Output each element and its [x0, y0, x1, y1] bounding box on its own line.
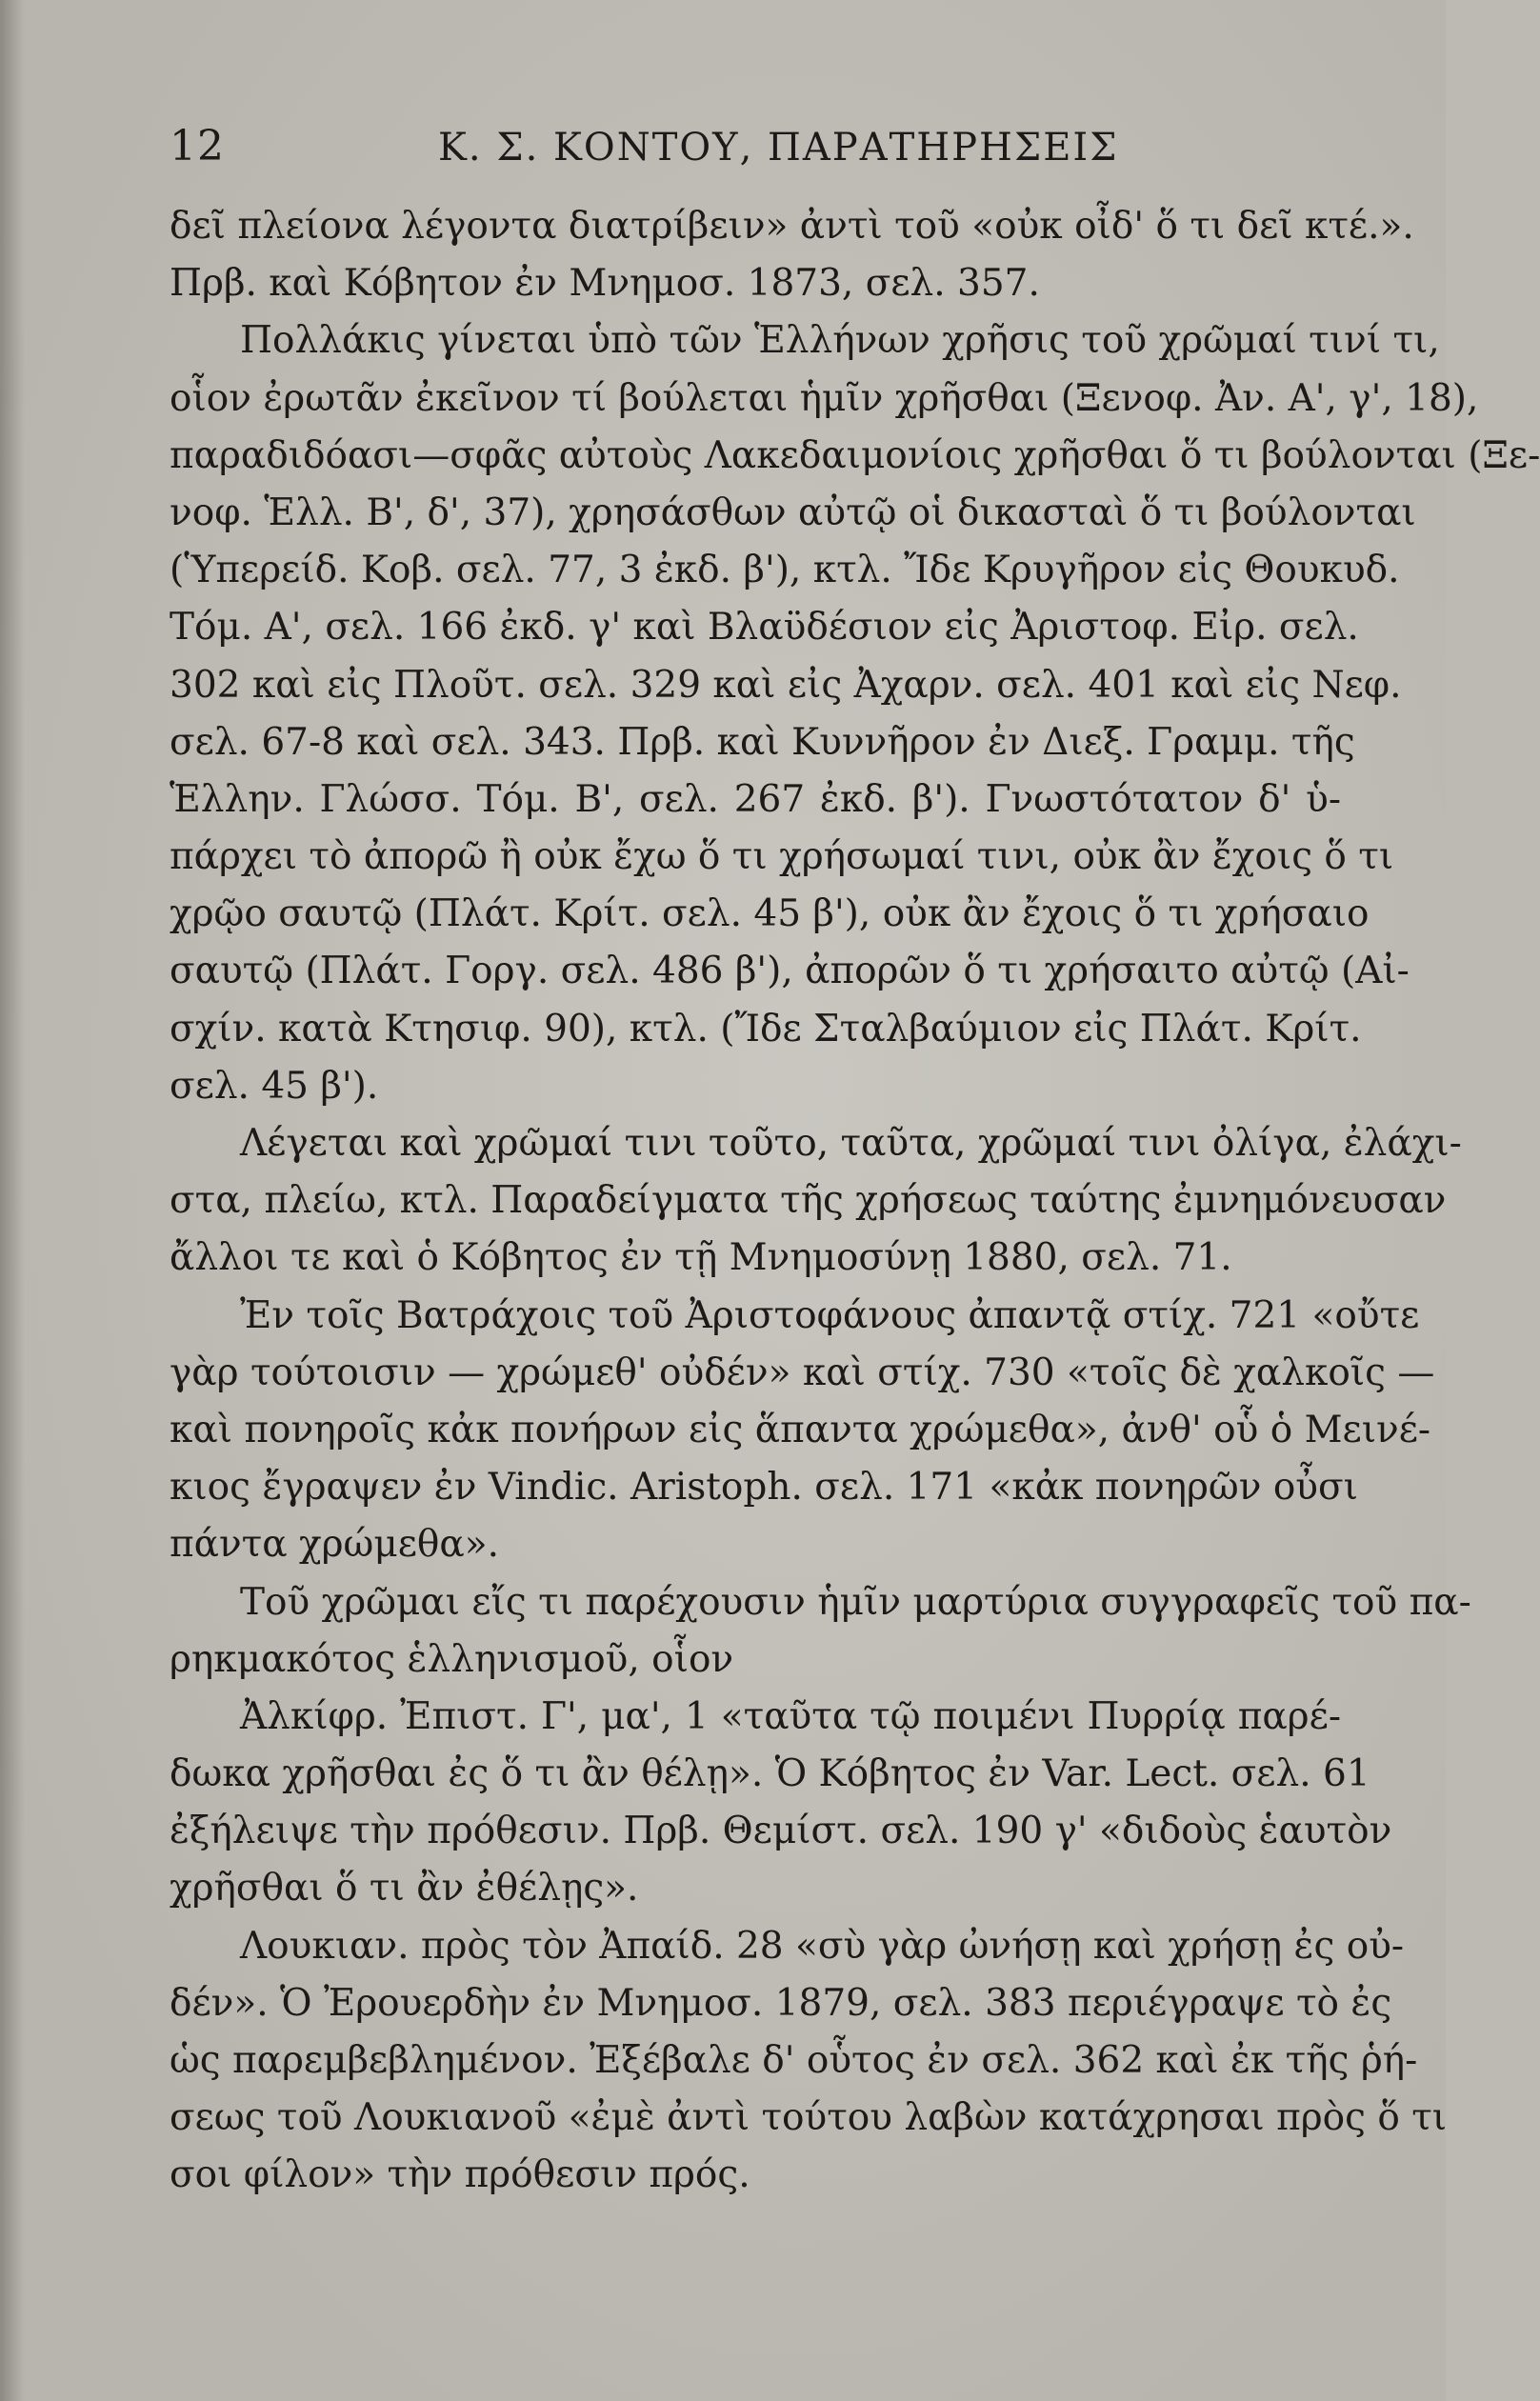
- text-line: νοφ. Ἑλλ. Β', δ', 37), χρησάσθων αὐτῷ οἱ δικασταὶ ὅ τι βούλονται: [170, 490, 1416, 534]
- text-line: Ἐν τοῖς Βατράχοις τοῦ Ἀριστοφάνους ἀπαντᾷ στίχ. 721 «οὔτε: [240, 1293, 1420, 1337]
- text-line: σελ. 67-8 καὶ σελ. 343. Πρβ. καὶ Κυννῆρον ἐν Διεξ. Γραμμ. τῆς: [170, 720, 1355, 764]
- text-line: σοι φίλον» τὴν πρόθεσιν πρός.: [170, 2153, 750, 2197]
- text-line: παραδιδόασι—σφᾶς αὐτοὺς Λακεδαιμονίοις χρῆσθαι ὅ τι βούλονται (Ξε-: [170, 433, 1540, 477]
- text-line: Τόμ. Α', σελ. 166 ἐκδ. γ' καὶ Βλαϋδέσιον εἰς Ἀριστοφ. Εἰρ. σελ.: [170, 606, 1359, 650]
- text-line: δωκα χρῆσθαι ἐς ὅ τι ἂν θέλῃ». Ὁ Κόβητος ἐν Var. Lect. σελ. 61: [170, 1752, 1370, 1796]
- text-line: στα, πλείω, κτλ. Παραδείγματα τῆς χρήσεως ταύτης ἐμνημόνευσαν: [170, 1179, 1447, 1223]
- text-line: Πρβ. καὶ Κόβητον ἐν Μνημοσ. 1873, σελ. 357.: [170, 262, 1040, 306]
- text-line: (Ὑπερείδ. Κοβ. σελ. 77, 3 ἐκδ. β'), κτλ. Ἴδε Κρυγῆρον εἰς Θουκυδ.: [170, 549, 1400, 592]
- text-line: ἐξήλειψε τὴν πρόθεσιν. Πρβ. Θεμίστ. σελ. 190 γ' «διδοὺς ἑαυτὸν: [170, 1810, 1392, 1853]
- text-line: Ἑλλην. Γλώσσ. Τόμ. Β', σελ. 267 ἐκδ. β'). Γνωστότατον δ' ὑ-: [170, 777, 1341, 821]
- text-line: πάρχει τὸ ἀπορῶ ἢ οὐκ ἔχω ὅ τι χρήσωμαί τινι, οὐκ ἂν ἔχοις ὅ τι: [170, 835, 1394, 879]
- page-spine-shadow: [0, 0, 25, 2401]
- page-number: 12: [170, 122, 225, 170]
- text-line: Λέγεται καὶ χρῶμαί τινι τοῦτο, ταῦτα, χρῶμαί τινι ὀλίγα, ἐλάχι-: [240, 1122, 1462, 1165]
- text-line: δέν». Ὁ Ἐρουερδὴν ἐν Μνημοσ. 1879, σελ. 383 περιέγραψε τὸ ἐς: [170, 1981, 1392, 2025]
- body-text: [170, 198, 1540, 2205]
- text-line: γὰρ τούτοισιν — χρώμεθ' οὐδέν» καὶ στίχ. 730 «τοῖς δὲ χαλκοῖς —: [170, 1351, 1435, 1394]
- running-head: Κ. Σ. ΚΟΝΤΟΥ, ΠΑΡΑΤΗΡΗΣΕΙΣ: [438, 126, 1119, 170]
- text-line: οἷον ἐρωτᾶν ἐκεῖνον τί βούλεται ἡμῖν χρῆσθαι (Ξενοφ. Ἀν. Α', γ', 18),: [170, 376, 1479, 420]
- text-line: σαυτῷ (Πλάτ. Γοργ. σελ. 486 β'), ἀπορῶν ὅ τι χρήσαιτο αὐτῷ (Αἰ-: [170, 950, 1410, 993]
- text-line: Τοῦ χρῶμαι εἴς τι παρέχουσιν ἡμῖν μαρτύρια συγγραφεῖς τοῦ πα-: [240, 1580, 1471, 1624]
- text-line: χρῆσθαι ὅ τι ἂν ἐθέλῃς».: [170, 1867, 639, 1911]
- text-line: καὶ πονηροῖς κἀκ πονήρων εἰς ἅπαντα χρώμεθα», ἀνθ' οὗ ὁ Μεινέ-: [170, 1408, 1431, 1451]
- text-line: σεως τοῦ Λουκιανοῦ «ἐμὲ ἀντὶ τούτου λαβὼν κατάχρησαι πρὸς ὅ τι: [170, 2096, 1448, 2140]
- page-header: [170, 122, 1341, 179]
- text-line: χρῷο σαυτῷ (Πλάτ. Κρίτ. σελ. 45 β'), οὐκ ἂν ἔχοις ὅ τι χρήσαιο: [170, 892, 1370, 936]
- text-line: ρηκμακότος ἑλληνισμοῦ, οἷον: [170, 1637, 734, 1681]
- text-line: ὡς παρεμβεβλημένον. Ἐξέβαλε δ' οὗτος ἐν σελ. 362 καὶ ἐκ τῆς ῥή-: [170, 2039, 1418, 2082]
- text-line: κιος ἔγραψεν ἐν Vindic. Aristoph. σελ. 171 «κἀκ πονηρῶν οὖσι: [170, 1466, 1358, 1510]
- text-line: Πολλάκις γίνεται ὑπὸ τῶν Ἑλλήνων χρῆσις τοῦ χρῶμαί τινί τι,: [240, 319, 1440, 363]
- text-line: Λουκιαν. πρὸς τὸν Ἀπαίδ. 28 «σὺ γὰρ ὠνήσῃ καὶ χρήσῃ ἐς οὐ-: [240, 1924, 1405, 1968]
- text-line: πάντα χρώμεθα».: [170, 1523, 499, 1567]
- text-line: ἄλλοι τε καὶ ὁ Κόβητος ἐν τῇ Μνημοσύνῃ 1880, σελ. 71.: [170, 1236, 1232, 1280]
- text-line: δεῖ πλείονα λέγοντα διατρίβειν» ἀντὶ τοῦ «οὐκ οἶδ' ὅ τι δεῖ κτέ.».: [170, 205, 1414, 248]
- text-line: σελ. 45 β').: [170, 1064, 379, 1108]
- text-line: Ἀλκίφρ. Ἐπιστ. Γ', μα', 1 «ταῦτα τῷ ποιμένι Πυρρίᾳ παρέ-: [240, 1694, 1341, 1738]
- text-line: 302 καὶ εἰς Πλοῦτ. σελ. 329 καὶ εἰς Ἀχαρν. σελ. 401 καὶ εἰς Νεφ.: [170, 663, 1402, 707]
- text-line: σχίν. κατὰ Κτησιφ. 90), κτλ. (Ἴδε Σταλβαύμιον εἰς Πλάτ. Κρίτ.: [170, 1007, 1362, 1050]
